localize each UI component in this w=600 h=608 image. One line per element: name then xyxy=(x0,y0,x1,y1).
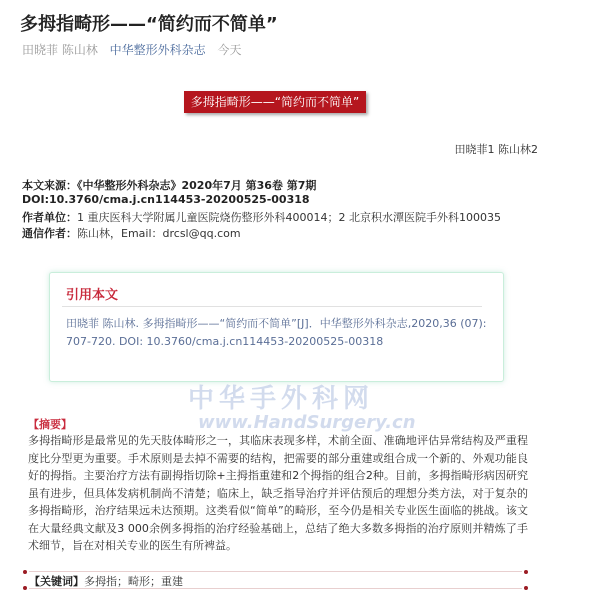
affiliation-value: 1 重庆医科大学附属儿童医院烧伤整形外科400014；2 北京积水潭医院手外科100035 xyxy=(77,211,501,224)
keywords-value: 多拇指；畸形；重建 xyxy=(84,575,183,588)
citation-box xyxy=(49,272,504,382)
abstract-label: 【摘要】 xyxy=(28,418,72,431)
source-label: 本文来源： xyxy=(22,179,77,192)
keywords-corner-dot xyxy=(524,586,528,590)
citation-header: 引用本文 xyxy=(66,288,119,303)
abstract-text: 多拇指畸形是最常见的先天肢体畸形之一，其临床表现多样，术前全面、准确地评估异常结构及严重程度比分型更为重要。手术原则是去掉不需要的结构，把需要的部分重建或组合成一个新的、外观功能良好的拇指。主要治疗方法有副拇指切除+主拇指重建和2个拇指的组合2种。目前，多拇指畸形病因研究虽有进步，但具体发病机制尚不清楚；临床上，缺乏指导治疗并评估预后的理想分类方法，对于复杂的多拇指畸形，治疗结果远未达预期。这类看似“简单”的畸形，至今仍是相关专业医生面临的挑战。该文在大量经典文献及3 000余例多拇指的治疗经验基础上，总结了绝大多数多拇指的治疗原则并精炼了手术细节，旨在对相关专业的医生有所裨益。 xyxy=(28,434,528,552)
source-value: 《中华整形外科杂志》2020年7月 第36卷 第7期 xyxy=(77,179,317,192)
watermark-cn: 中华手外科网 xyxy=(188,384,375,414)
corresponding-label: 通信作者： xyxy=(22,227,77,240)
doi-line xyxy=(22,193,310,206)
corresponding-line xyxy=(22,225,241,241)
citation-divider xyxy=(62,306,482,307)
keywords-top-border xyxy=(29,571,522,572)
keywords-corner-dot xyxy=(23,570,27,574)
keywords-label: 【关键词】 xyxy=(29,575,84,588)
publish-date: 今天 xyxy=(217,43,242,57)
title-banner: 多拇指畸形——“简约而不简单” xyxy=(184,91,366,113)
citation-text: 田晓菲 陈山林. 多拇指畸形——“简约而不简单”[J]．中华整形外科杂志,2020,36 (07): 707-720. DOI: 10.3760/cma.j.cn114453-20200525-00318 xyxy=(66,317,487,348)
authors-line: 田晓菲1 陈山林2 xyxy=(454,143,538,156)
keywords-corner-dot xyxy=(524,570,528,574)
affiliation-line xyxy=(22,209,501,225)
source-line xyxy=(22,177,316,193)
corresponding-value: 陈山林，Email：drcsl@qq.com xyxy=(77,227,241,240)
journal-link[interactable]: 中华整形外科杂志 xyxy=(109,43,206,57)
article-authors: 田晓菲 陈山林 xyxy=(22,43,98,57)
article-title: 多拇指畸形——“简约而不简单” xyxy=(20,14,278,35)
keywords-line xyxy=(29,573,183,589)
keywords-corner-dot xyxy=(23,586,27,590)
affiliation-label: 作者单位： xyxy=(22,211,77,224)
watermark-url: www.HandSurgery.cn xyxy=(198,412,416,433)
article-meta xyxy=(22,41,242,58)
keywords-box xyxy=(23,570,528,590)
doi-text: DOI:10.3760/cma.j.cn114453-20200525-00318 xyxy=(22,193,310,206)
